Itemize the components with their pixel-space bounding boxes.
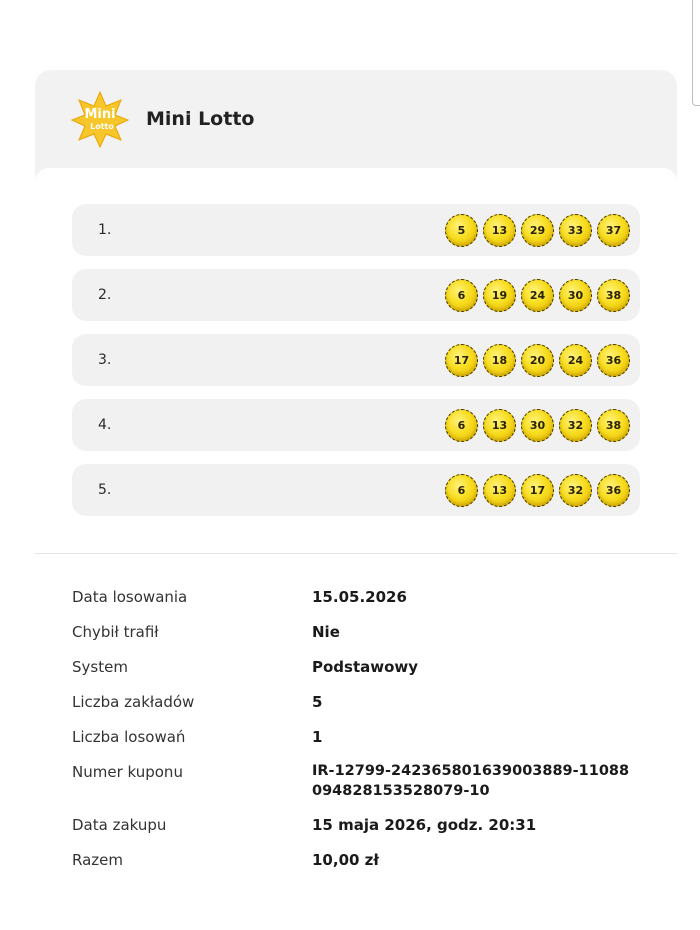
bet-index: 1. bbox=[98, 222, 112, 238]
detail-value: 15 maja 2026, godz. 20:31 bbox=[312, 816, 537, 834]
detail-value: 15.05.2026 bbox=[312, 588, 407, 606]
lotto-ball: 17 bbox=[521, 474, 554, 507]
detail-coupon-number bbox=[72, 761, 652, 801]
lotto-ball: 20 bbox=[521, 344, 554, 377]
bet-balls bbox=[445, 344, 630, 377]
logo-text-top: Mini bbox=[84, 107, 116, 122]
detail-draw-date bbox=[72, 586, 652, 608]
lotto-ball: 17 bbox=[445, 344, 478, 377]
lotto-ball: 37 bbox=[597, 214, 630, 247]
detail-label: Data zakupu bbox=[72, 816, 167, 834]
side-edge-panel bbox=[692, 0, 700, 106]
bet-row bbox=[72, 464, 640, 516]
lotto-ball: 6 bbox=[445, 474, 478, 507]
detail-label: Chybił trafił bbox=[72, 623, 159, 641]
detail-bets-count bbox=[72, 691, 652, 713]
coupon-header bbox=[35, 70, 677, 168]
detail-label: System bbox=[72, 658, 128, 676]
bet-row bbox=[72, 334, 640, 386]
detail-label: Liczba zakładów bbox=[72, 693, 195, 711]
lotto-ball: 5 bbox=[445, 214, 478, 247]
detail-value: 1 bbox=[312, 728, 323, 746]
lotto-ball: 30 bbox=[559, 279, 592, 312]
detail-purchase-date bbox=[72, 814, 652, 836]
bet-balls bbox=[445, 279, 630, 312]
bet-row bbox=[72, 204, 640, 256]
bet-index: 3. bbox=[98, 352, 112, 368]
detail-label: Numer kuponu bbox=[72, 763, 183, 781]
bet-row bbox=[72, 269, 640, 321]
coupon-card bbox=[35, 70, 677, 888]
detail-label: Liczba losowań bbox=[72, 728, 186, 746]
bets-list bbox=[35, 168, 677, 516]
detail-value: Nie bbox=[312, 623, 340, 641]
lotto-ball: 13 bbox=[483, 409, 516, 442]
lotto-ball: 38 bbox=[597, 279, 630, 312]
lotto-ball: 24 bbox=[521, 279, 554, 312]
lotto-ball: 36 bbox=[597, 474, 630, 507]
bet-row bbox=[72, 399, 640, 451]
detail-value: 10,00 zł bbox=[312, 851, 379, 869]
bet-index: 2. bbox=[98, 287, 112, 303]
mini-lotto-logo-icon bbox=[71, 90, 129, 148]
detail-total bbox=[72, 849, 652, 871]
lotto-ball: 24 bbox=[559, 344, 592, 377]
coupon-body bbox=[35, 168, 677, 888]
detail-quick-pick bbox=[72, 621, 652, 643]
bet-balls bbox=[445, 474, 630, 507]
game-title: Mini Lotto bbox=[146, 108, 255, 130]
lotto-ball: 6 bbox=[445, 409, 478, 442]
lotto-ball: 13 bbox=[483, 474, 516, 507]
detail-system bbox=[72, 656, 652, 678]
detail-value: Podstawowy bbox=[312, 658, 419, 676]
lotto-ball: 19 bbox=[483, 279, 516, 312]
bet-balls bbox=[445, 214, 630, 247]
lotto-ball: 6 bbox=[445, 279, 478, 312]
lotto-ball: 13 bbox=[483, 214, 516, 247]
lotto-ball: 38 bbox=[597, 409, 630, 442]
coupon-number-line-1: IR-12799-242365801639003889-11088 bbox=[312, 763, 630, 779]
logo-text-bottom: Lotto bbox=[90, 122, 114, 131]
detail-draws-count bbox=[72, 726, 652, 748]
detail-value: 5 bbox=[312, 693, 323, 711]
bet-balls bbox=[445, 409, 630, 442]
lotto-ball: 32 bbox=[559, 409, 592, 442]
lotto-ball: 33 bbox=[559, 214, 592, 247]
section-divider bbox=[35, 553, 677, 554]
detail-value bbox=[312, 761, 652, 801]
bet-index: 5. bbox=[98, 482, 112, 498]
lotto-ball: 18 bbox=[483, 344, 516, 377]
detail-label: Data losowania bbox=[72, 588, 188, 606]
coupon-details bbox=[72, 586, 652, 884]
coupon-number-line-2: 094828153528079-10 bbox=[312, 783, 490, 799]
lotto-ball: 30 bbox=[521, 409, 554, 442]
lotto-ball: 29 bbox=[521, 214, 554, 247]
bet-index: 4. bbox=[98, 417, 112, 433]
lotto-ball: 36 bbox=[597, 344, 630, 377]
detail-label: Razem bbox=[72, 851, 123, 869]
lotto-ball: 32 bbox=[559, 474, 592, 507]
